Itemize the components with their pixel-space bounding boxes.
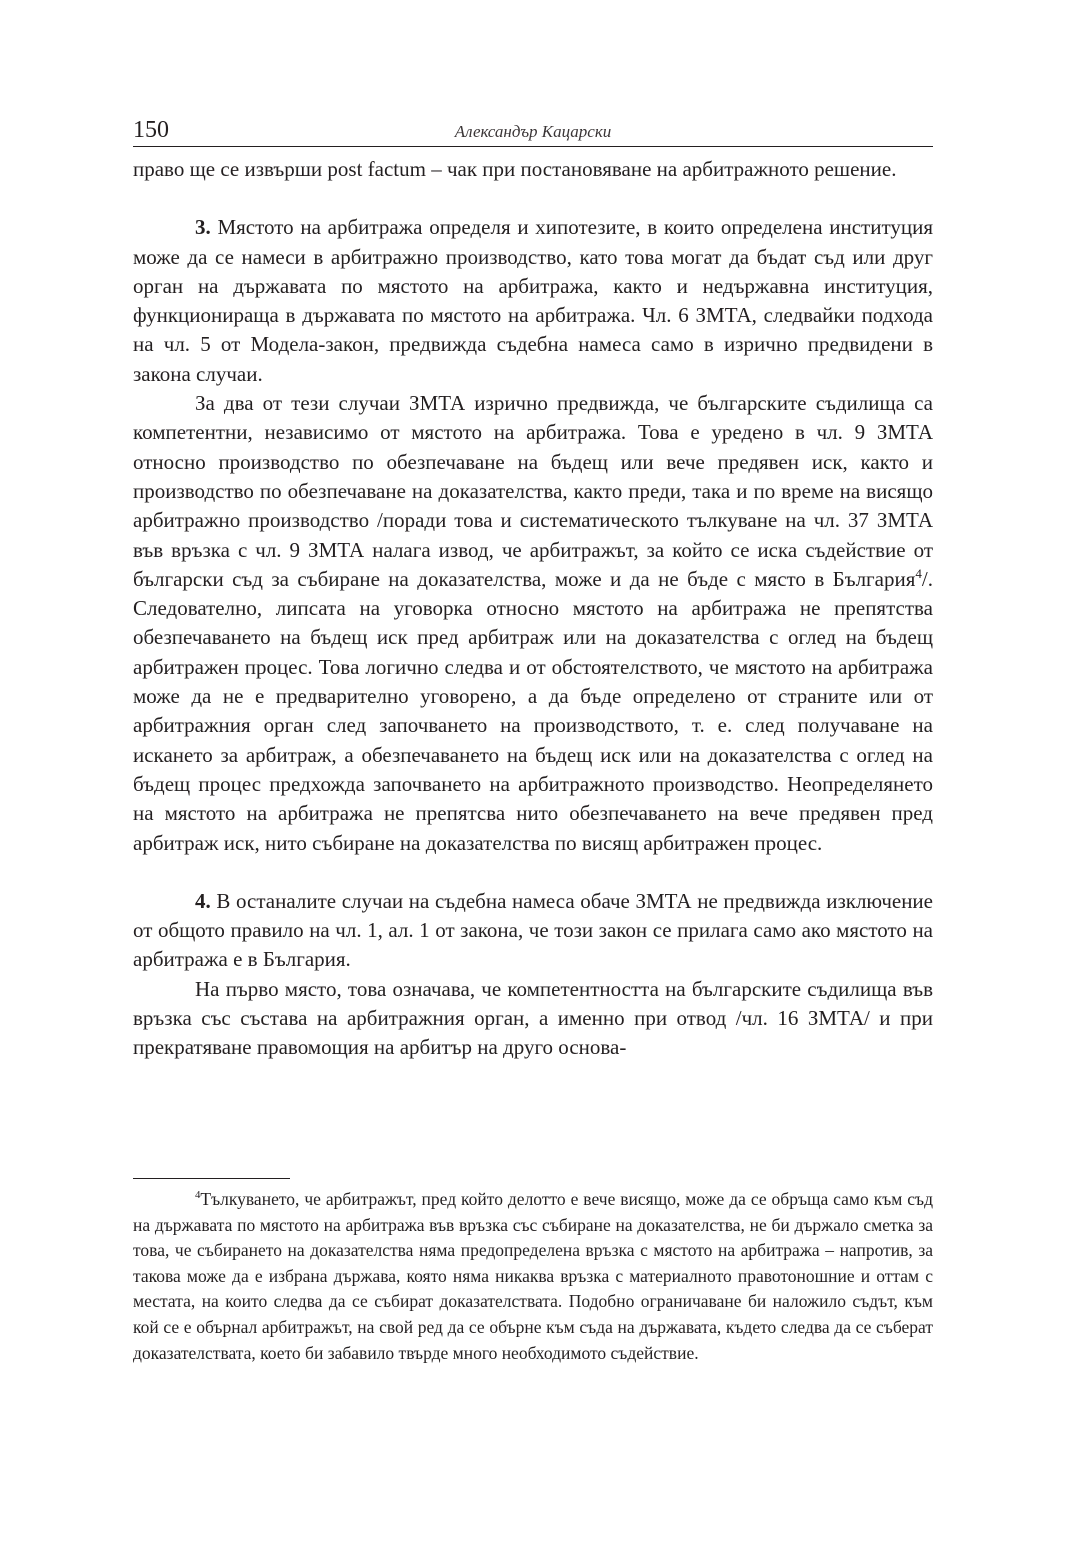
footnote-4: $^4$Тълкуването, че арбитражът, пред който делотто е вече висящо, може да се обръща само към съд на държавата по мястото на арбитража във връзка със събиране на доказателства, не би държало сметка за това, че събирането на доказателства няма предопределена връзка с мястото на арбитража – напротив, за такова може да е избрана държава, която няма никаква връзка с материалното правотоношние и оттам с местата, на които следва да се събират доказателствата. Подобно ограничаване би наложило съдът, към кой се е обърнал арбитражът, на свой ред да се обърне към съда на държавата, където следва да се съберат доказателствата, което би забавило твърде много необходимото съдействие. (133, 1189, 933, 1363)
main-text (133, 155, 933, 1063)
paragraph-continued: право ще се извърши post factum – чак при постановяване на арбитражното решение. (133, 157, 897, 181)
page-header (133, 118, 933, 147)
section-number: 3. (195, 215, 211, 240)
section-number: 4. (195, 888, 211, 913)
page-number: 150 (133, 117, 169, 143)
running-head-author: Александър Кацарски (454, 122, 612, 141)
footnote-separator (133, 1178, 290, 1179)
footnote-marker: 4 (195, 1189, 201, 1202)
footnote (133, 1187, 933, 1366)
paragraph-court-competence: За два от тези случаи ЗМТА изрично предвижда, че българските съдилища са компетентни, независимо от мястото на арбитража. Това е уредено в чл. 9 ЗМТА относно производство по обезпечаване на бъдещ или вече предявен иск, както и производство по обезпечаване на доказателства, както преди, така и по време на висящо арбитражно производство /поради това и систематическото тълкуване на чл. 37 ЗМТА във връзка с чл. 9 ЗМТА налага извод, че арбитражът, за който се иска съдействие от български съд за събиране на доказателства, може и да не бъде с място в България$^4$/. Следователно, липсата на уговорка относно мястото на арбитража не препятства обезпечаването на бъдещ иск пред арбитраж или на доказателства с оглед на бъдещ арбитражен процес. Това логично следва и от обстоятелството, че мястото на арбитража може да не е предварително уговорено, а да бъде определено от страните или от арбитражния орган след започването на производството, т. е. след получаване на искането за арбитраж, а обезпечаването на бъдещ иск или на доказателства с оглед на бъдещ процес предхожда започването на арбитражното производство. Неопределянето на мястото на арбитража не препятсва нито обезпечаването на вече предявен пред арбитраж иск, нито събиране на доказателства по висящ арбитражен процес. (133, 391, 933, 855)
section-3-paragraph: 3. Мястото на арбитража определя и хипотезите, в които определена институция може да се намеси в арбитражно производство, като това могат да бъдат съд или друг орган на държавата по мястото на арбитража, както и недържавна институция, функционираща в държавата по мястото на арбитража. Чл. 6 ЗМТА, следвайки подхода на чл. 5 от Модела-закон, предвижда съдебна намеса само в изрично предвидени в закона случаи. (133, 215, 933, 386)
footnote-reference: 4 (915, 565, 922, 581)
paragraph-first-place: На първо място, това означава, че компетентността на българските съдилища във връзка със състава на арбитражния орган, а именно при отвод /чл. 16 ЗМТА/ и при прекратяване правомощия на арбитър на друго основа- (133, 976, 933, 1060)
section-4-paragraph: 4. В останалите случаи на съдебна намеса обаче ЗМТА не предвижда изключение от общото правило на чл. 1, ал. 1 от закона, че този закон се прилага само ако мястото на арбитража е в България. (133, 888, 933, 972)
